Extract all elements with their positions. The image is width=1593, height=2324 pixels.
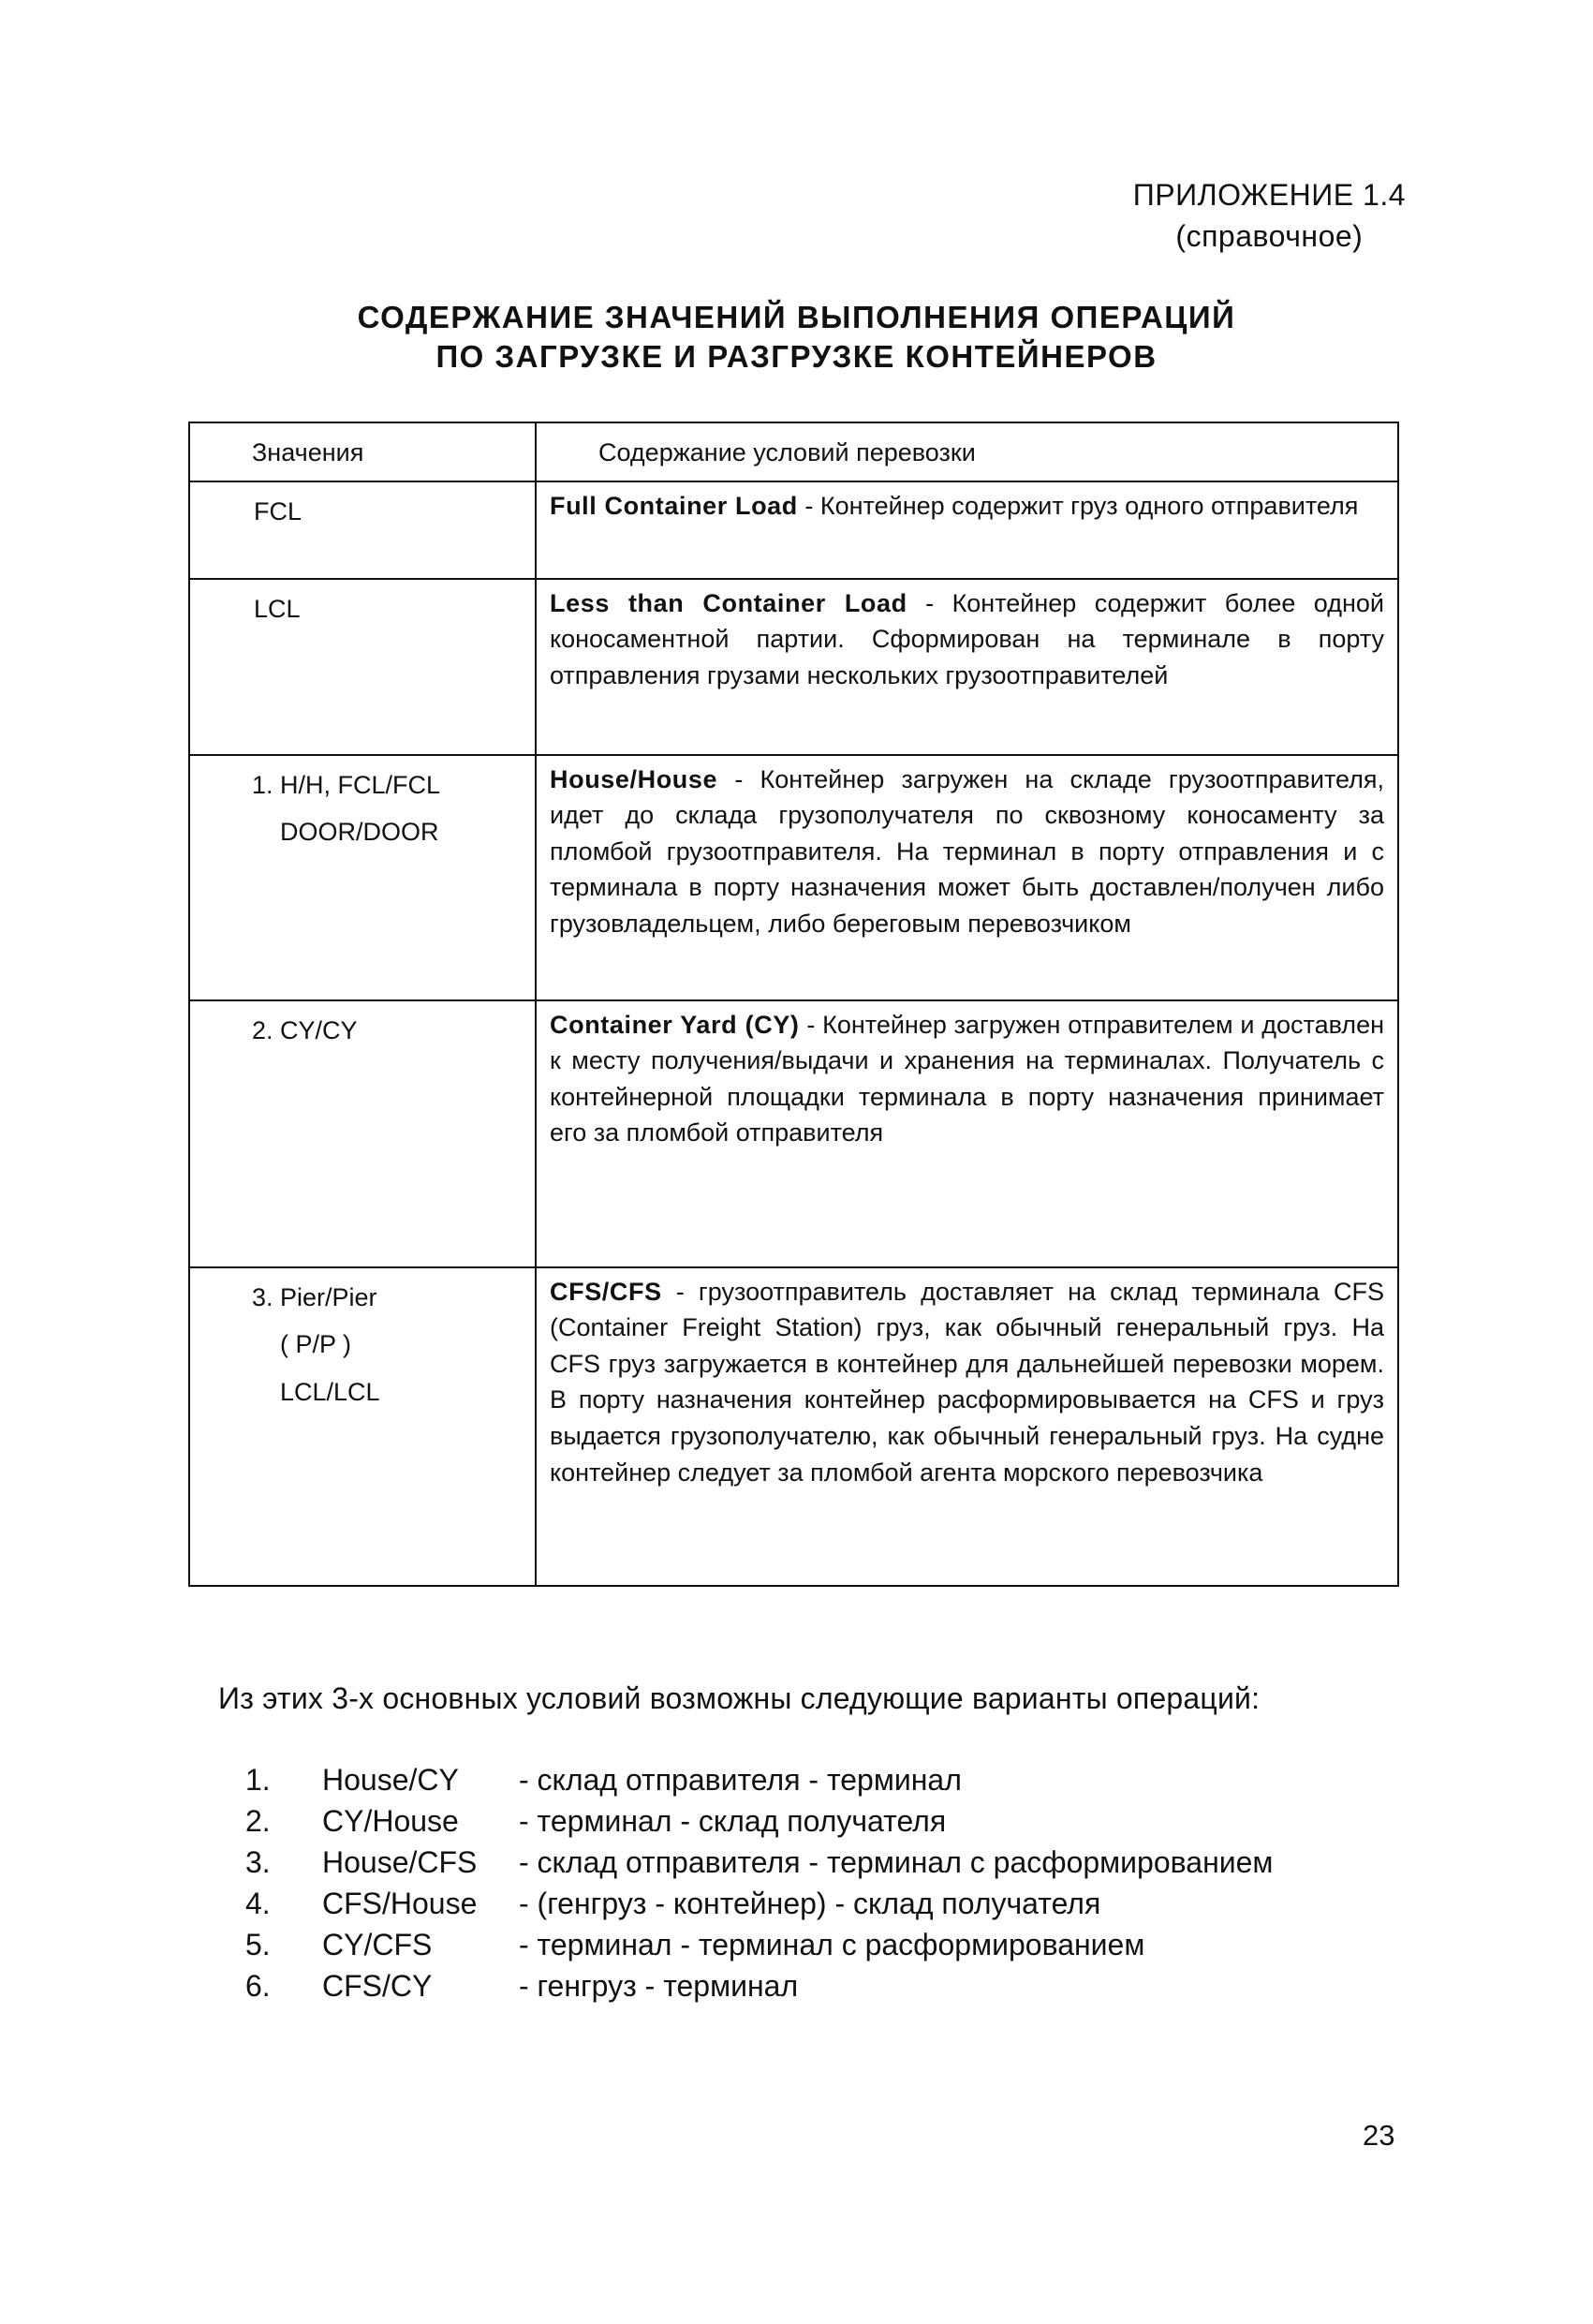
term-line: LCL <box>254 594 301 623</box>
item-number: 3. <box>245 1845 271 1879</box>
term-cell <box>189 579 536 755</box>
definition-term: Container Yard (CY) <box>550 1010 800 1039</box>
item-number: 5. <box>245 1928 271 1961</box>
table-row <box>189 1267 1398 1586</box>
term-line: FCL <box>254 496 302 525</box>
item-description: - (генгруз - контейнер) - склад получателя <box>519 1887 1101 1920</box>
definition-term: CFS/CFS <box>550 1277 662 1306</box>
table-row <box>189 1000 1398 1267</box>
item-number: 4. <box>245 1887 271 1920</box>
appendix-number: ПРИЛОЖЕНИЕ 1.4 <box>1132 178 1406 212</box>
item-number: 6. <box>245 1969 271 2003</box>
term-cell <box>189 1267 536 1586</box>
definition-text: - Контейнер содержит более одной коносаментной партии. Сформирован на терминале в порту отправления грузами нескольких грузоотправителей <box>550 588 1384 689</box>
title-line-1: СОДЕРЖАНИЕ ЗНАЧЕНИЙ ВЫПОЛНЕНИЯ ОПЕРАЦИЙ <box>357 300 1236 334</box>
appendix-label <box>1133 174 1406 257</box>
item-number: 1. <box>245 1763 271 1797</box>
table-header-row <box>189 422 1398 481</box>
variants-list <box>245 1759 1273 2006</box>
definition-text: - Контейнер загружен отправителем и доставлен к месту получения/выдачи и хранения на терминалах. Получатель с контейнерной площадки терминала в порту назначения принимает его за пломбой отправителя <box>550 1010 1384 1147</box>
definition-term: Less than Container Load <box>550 588 907 617</box>
list-item <box>245 1965 1273 2006</box>
definition-cell <box>536 755 1398 1000</box>
item-description: - терминал - склад получателя <box>519 1804 947 1838</box>
title-line-2: ПО ЗАГРУЗКЕ И РАЗГРУЗКЕ КОНТЕЙНЕРОВ <box>435 339 1158 375</box>
page-number: 23 <box>1363 2119 1395 2152</box>
table-row <box>189 481 1398 579</box>
definition-text: - грузоотправитель доставляет на склад терминала CFS (Container Freight Station) груз, как обычный генеральный груз. На CFS груз загружается в контейнер для дальнейшей перевозки морем. В порту назначения контейнер расформировывается на CFS и груз выдается грузополучателю, как обычный генеральный груз. На судне контейнер следует за пломбой агента морского перевозчика <box>550 1277 1384 1487</box>
item-code: CFS/House <box>322 1887 478 1920</box>
item-number: 2. <box>245 1804 271 1838</box>
list-item <box>245 1759 1273 1800</box>
item-description: - склад отправителя - терминал <box>519 1763 962 1797</box>
definition-term: Full Container Load <box>550 491 798 520</box>
definition-cell <box>536 579 1398 755</box>
term-line: ( P/P ) <box>280 1330 352 1359</box>
item-code: CY/House <box>322 1804 459 1838</box>
conditions-table <box>188 422 1399 1587</box>
list-item <box>245 1883 1273 1924</box>
term-cell <box>189 755 536 1000</box>
table-row <box>189 755 1398 1000</box>
term-cell <box>189 1000 536 1267</box>
definition-text: - Контейнер содержит груз одного отправителя <box>797 491 1359 520</box>
list-item <box>245 1800 1273 1842</box>
term-line: DOOR/DOOR <box>280 818 439 847</box>
definition-cell <box>536 481 1398 579</box>
term-line: 3. Pier/Pier <box>252 1282 377 1311</box>
variants-intro: Из этих 3-х основных условий возможны следующие варианты операций: <box>218 1681 1261 1715</box>
definition-term: House/House <box>550 764 718 793</box>
item-code: House/CFS <box>322 1845 478 1879</box>
term-line: 1. H/H, FCL/FCL <box>252 770 441 799</box>
definition-text: - Контейнер загружен на складе грузоотправителя, идет до склада грузополучателя по сквозному коносаменту за пломбой грузоотправителя. На терминал в порту отправления и с терминала в порту назначения может быть доставлен/получен либо грузовладельцем, либо береговым перевозчиком <box>550 764 1384 939</box>
item-code: CY/CFS <box>322 1928 433 1961</box>
column-header-content: Содержание условий перевозки <box>536 422 1398 481</box>
list-item <box>245 1842 1273 1883</box>
item-description: - терминал - терминал с расформированием <box>519 1928 1145 1961</box>
item-description: - генгруз - терминал <box>519 1969 799 2003</box>
item-code: House/CY <box>322 1763 459 1797</box>
term-cell <box>189 481 536 579</box>
term-line: 2. CY/CY <box>252 1015 358 1044</box>
item-code: CFS/CY <box>322 1969 433 2003</box>
definition-cell <box>536 1000 1398 1267</box>
appendix-note: (справочное) <box>1175 219 1364 254</box>
definition-cell <box>536 1267 1398 1586</box>
term-line: LCL/LCL <box>280 1377 380 1406</box>
column-header-values: Значения <box>189 422 536 481</box>
table-row <box>189 579 1398 755</box>
list-item <box>245 1924 1273 1965</box>
item-description: - склад отправителя - терминал с расформированием <box>519 1845 1274 1879</box>
page-title <box>0 298 1593 377</box>
